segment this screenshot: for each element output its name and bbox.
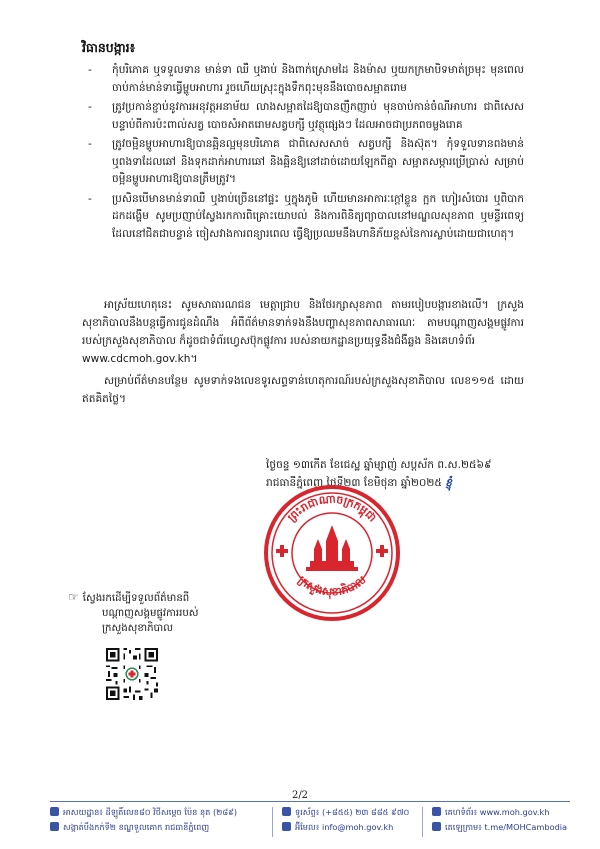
footer-separator — [422, 807, 423, 837]
contact-paragraph — [82, 372, 524, 408]
svg-text:ក្រសួងសុខាភិបាល — [295, 573, 368, 600]
initial-mark: ខ្ញុំ — [445, 477, 452, 489]
list-item-text: កុំបរិភោគ ឬទទួលទាន មាន់ទា ឈឺ ឬងាប់ និងពាក់ស្រោមដៃ និងម៉ាស ឬយកក្រមាបិទមាត់ច្រមុះ មុនពេល ចាប់កាន់មាន់ទាធ្វើម្ហូបអាហារ រួចហើយស្រុះក្នុងទឹកពុះមុននឹងបោចសម្អាតរោម — [112, 64, 524, 94]
list-item-text: ប្រសិនបើមានមាន់ទាឈឺ ឬងាប់ច្រើននៅផ្ទះ ឬក្នុងភូមិ ហើយមានអាការៈក្តៅខ្លួន ក្អក ហៀរសំបោរ ឬពិបាកដកដង្ហើម សូមប្រញាប់ស្វែងរកការពិគ្រោះយោបល់ និងការពិនិត្យព្យាបាលនៅមណ្ឌលសុខភាព ឬមន្ទីរពេទ្យ ដែលនៅជិតជាបន្ទាន់ ចៀសវាងការពន្យារពេល ធ្វើឱ្យប្រឈមនឹងហានិភ័យខ្ពស់នៃការស្លាប់ដោយជាហេតុ។ — [112, 192, 524, 240]
qr-code[interactable] — [104, 646, 160, 702]
list-item — [82, 191, 524, 244]
footer-address-line1: អាសយដ្ឋាន៖ ដីឡូតិ៍លេខ៨០ វិថីសម្តេច ប៉ែន នុត (២៨៩) — [63, 807, 238, 817]
conclusion-paragraph — [82, 296, 524, 368]
page-number: 2/2 — [291, 790, 309, 801]
list-item — [82, 136, 524, 189]
cdc-website-link[interactable]: www.cdcmoh.gov.kh។ — [82, 353, 198, 365]
seal-top-text: ព្រះរាជាណាចក្រកម្ពុជា — [285, 492, 380, 525]
list-item — [82, 99, 524, 134]
list-item-text: ត្រូវប្រកាន់ខ្ជាប់នូវការអនុវត្តអនាម័យ លាងសម្អាតដៃឱ្យបានញឹកញាប់ មុនចាប់កាន់ចំណីអាហារ ជាពិសេសបន្ទាប់ពីការប៉ះពាល់សត្វ បោចសំអាតរោមសត្វបក្សី ឬវត្ថុផ្សេងៗ ដែលអាចជាប្រភពចម្លងរោគ — [112, 101, 524, 131]
bullet-dash: - — [88, 101, 92, 113]
globe-icon — [432, 807, 441, 816]
footer-separator — [272, 807, 273, 837]
footer-telegram[interactable]: តេឡេក្រាម៖ t.me/MOHCambodia — [445, 822, 568, 832]
contact-text: សម្រាប់ព័ត៌មានបន្ថែម សូមទាក់ទងលេខទូរសព្ទទាន់ហេតុការណ៍របស់ក្រសួងសុខាភិបាល លេខ១១៥ ដោយឥតគិតថ្លៃ។ — [82, 375, 524, 405]
footer-phone: ទូរស័ព្ទ៖ (+៨៥៥) ២៣ ៨៨៥ ៩៧០ — [295, 807, 410, 817]
telegram-icon — [432, 822, 441, 831]
footer-website[interactable]: គេហទំព័រ៖ www.moh.gov.kh — [445, 807, 550, 817]
angkor-wat-icon — [306, 525, 358, 571]
building-icon — [50, 822, 59, 831]
prevention-list — [82, 62, 524, 245]
footer-divider — [50, 801, 570, 802]
email-icon — [282, 822, 291, 831]
ministry-seal — [262, 483, 402, 623]
letterhead-footer — [50, 805, 570, 845]
bullet-dash: - — [88, 192, 92, 205]
qr-note-line3: ក្រសួងសុខាភិបាល — [102, 623, 173, 634]
footer-email[interactable]: អ៊ីមែល៖ info@moh.gov.kh — [295, 822, 394, 832]
pointing-hand-icon: ☞ — [68, 590, 79, 604]
section-heading: វិធានបង្ការ៖ — [82, 40, 136, 55]
bullet-dash: - — [88, 138, 92, 150]
footer-address-line2: សង្កាត់បឹងកក់ទី២ ខណ្ឌទួលគោក រាជធានីភ្នំពេញ — [63, 822, 210, 832]
list-item — [82, 62, 524, 97]
list-item-text: ត្រូវចម្អិនម្ហូបអាហារឱ្យបានឆ្អិនល្អមុនបរិភោគ ជាពិសេសសាច់ សត្វបក្សី និងស៊ុត។ កុំទទួលទានពងមាន់ ឬពងទាដែលឆៅ និងទុកដាក់អាហារឆៅ និងឆ្អិនឱ្យនៅដាច់ដោយឡែកពីគ្នា សម្អាតសម្ភារប្រើប្រាស់ សម្រាប់ចម្អិនម្ហូបអាហារឱ្យបានត្រឹមត្រូវ។ — [112, 138, 524, 185]
location-icon — [50, 807, 59, 816]
bullet-dash: - — [88, 64, 92, 76]
phone-icon — [282, 807, 291, 816]
qr-note-line2: បណ្តាញសង្គមផ្លូវការរបស់ — [102, 608, 199, 619]
qr-note-line1: ស្វែងរកដើម្បីទទួលព័ត៌មានពី — [82, 593, 190, 604]
lunar-date: ថ្ងៃចន្ទ ១៣កើត ខែជេស្ឋ ឆ្នាំម្សាញ់ សប្តស័ក ព.ស.២៥៦៩ — [266, 459, 492, 471]
conclusion-text: អាស្រ័យហេតុនេះ សូមសាធារណជន មេត្តាជ្រាប និងថែរក្សាសុខភាព តាមរបៀបបង្ការខាងលើ។ ក្រសួងសុខាភិបាលនឹងបន្តធ្វើការជូនដំណឹង អំពីព័ត៌មានទាក់ទងនឹងបញ្ហាសុខភាពសាធារណៈ តាមបណ្តាញសង្គមផ្លូវការរបស់ក្រសួងសុខាភិបាល ក៏ដូចជាទំព័រហ្វេសប៊ុកផ្លូវការ របស់នាយកដ្ឋានប្រយុទ្ធនឹងជំងឺឆ្លង និងគេហទំព័រ — [82, 299, 524, 347]
seal-bottom-text: ក្រសួងសុខាភិបាល — [295, 573, 369, 599]
solar-date: រាជធានីភ្នំពេញ ថ្ងៃទី២៣ ខែមិថុនា ឆ្នាំ២០២៥ — [266, 477, 442, 489]
qr-note — [68, 590, 238, 636]
